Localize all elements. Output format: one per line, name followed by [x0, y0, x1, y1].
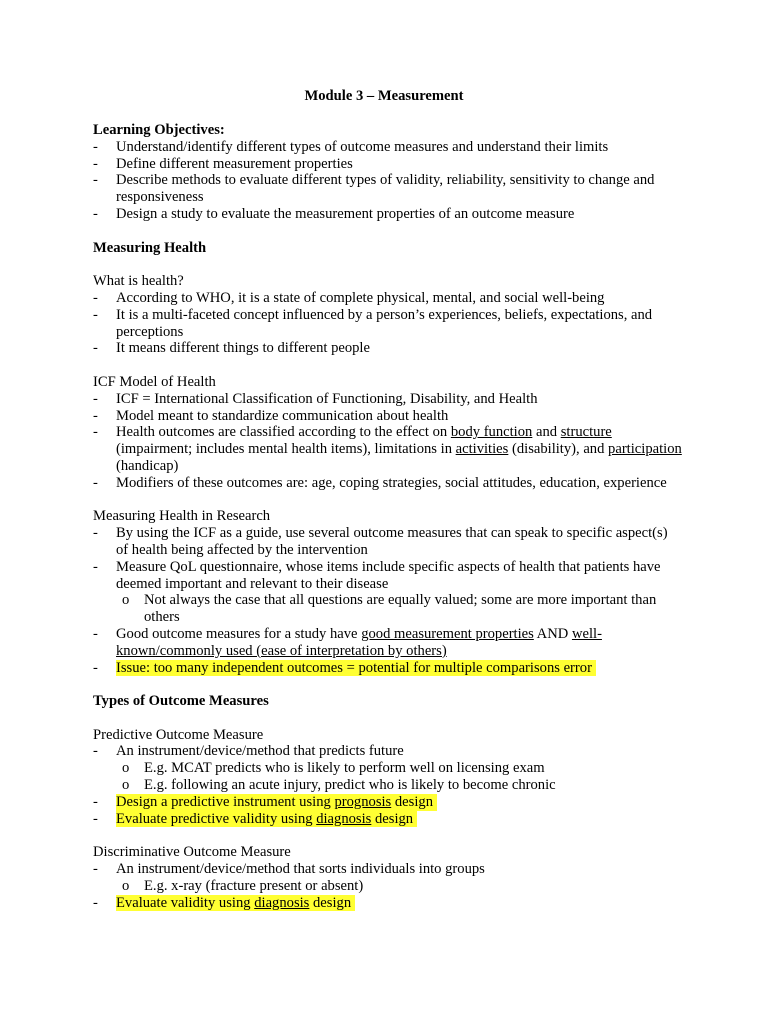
sub-list-item: o Not always the case that all questions are equally valued; some are more important than others — [122, 592, 657, 626]
document-body — [93, 122, 683, 911]
list-item: - According to WHO, it is a state of complete physical, mental, and social well-being — [93, 289, 605, 306]
underlined-term: body function — [450, 424, 533, 441]
list-item: - Model meant to standardize communication about health — [93, 407, 449, 424]
list-item: - Health outcomes are classified according to the effect on body function and structure (impairment; includes mental health items), limitations in activities (disability), and participation (handicap) — [93, 424, 682, 474]
list-item: - An instrument/device/method that sorts individuals into groups — [93, 861, 485, 878]
what-is-health-title: What is health? — [93, 273, 184, 290]
sub-list-item: o E.g. following an acute injury, predict who is likely to become chronic — [122, 777, 556, 794]
sub-list-item: o E.g. x-ray (fracture present or absent) — [122, 877, 364, 894]
underlined-term: participation — [608, 441, 682, 458]
sub-list-item: o E.g. MCAT predicts who is likely to perform well on licensing exam — [122, 760, 545, 777]
list-item: - Good outcome measures for a study have good measurement properties AND well-known/commonly used (ease of interpretation by others) — [93, 625, 602, 659]
list-item: - An instrument/device/method that predicts future — [93, 743, 404, 760]
learning-objectives-heading: Learning Objectives: — [93, 122, 225, 138]
list-item: - Understand/identify different types of outcome measures and understand their limits — [93, 138, 609, 155]
measuring-health-heading: Measuring Health — [93, 239, 207, 256]
highlight: - Issue: too many independent outcomes = potential for multiple comparisons error — [116, 660, 596, 677]
list-item: - Design a study to evaluate the measurement properties of an outcome measure — [93, 205, 575, 222]
list-item: - It means different things to different people — [93, 340, 370, 357]
underlined-term: activities — [455, 441, 509, 458]
list-item: - By using the ICF as a guide, use several outcome measures that can speak to specific aspect(s) of health being affected by the intervention — [93, 525, 668, 558]
underlined-term: diagnosis — [316, 810, 372, 827]
underlined-term: structure — [560, 424, 612, 441]
underlined-term: well-known/commonly used (ease of interpretation by others) — [116, 625, 602, 659]
highlighted-list-item — [93, 895, 683, 912]
highlight: - Evaluate validity using diagnosis design — [116, 895, 355, 912]
underlined-term: diagnosis — [254, 894, 310, 911]
icf-model-title: ICF Model of Health — [93, 373, 216, 390]
list-item: - Define different measurement properties — [93, 155, 353, 172]
types-of-outcome-measures-heading: Types of Outcome Measures — [93, 693, 269, 710]
list-item: - It is a multi-faceted concept influenced by a person’s experiences, beliefs, expectations, and perceptions — [93, 306, 653, 340]
highlight: - Evaluate predictive validity using diagnosis design — [116, 811, 417, 828]
list-item: - ICF = International Classification of Functioning, Disability, and Health — [93, 390, 538, 407]
research-title: Measuring Health in Research — [93, 508, 271, 525]
discriminative-title: Discriminative Outcome Measure — [93, 844, 291, 861]
list-item: - Describe methods to evaluate different types of validity, reliability, sensitivity to change and responsiveness — [93, 172, 655, 206]
list-item: - Modifiers of these outcomes are: age, coping strategies, social attitudes, education, experience — [93, 474, 667, 491]
underlined-term: prognosis — [334, 793, 392, 810]
predictive-title: Predictive Outcome Measure — [93, 726, 264, 743]
highlighted-list-item — [93, 794, 683, 811]
highlight: - Design a predictive instrument using prognosis design — [116, 794, 437, 811]
highlighted-list-item — [93, 811, 683, 828]
underlined-term: good measurement properties — [361, 625, 534, 642]
page-title: Module 3 – Measurement — [304, 88, 464, 104]
highlighted-list-item — [93, 660, 683, 677]
list-item: - Measure QoL questionnaire, whose items include specific aspects of health that patients have deemed important and relevant to their disease — [93, 558, 661, 592]
